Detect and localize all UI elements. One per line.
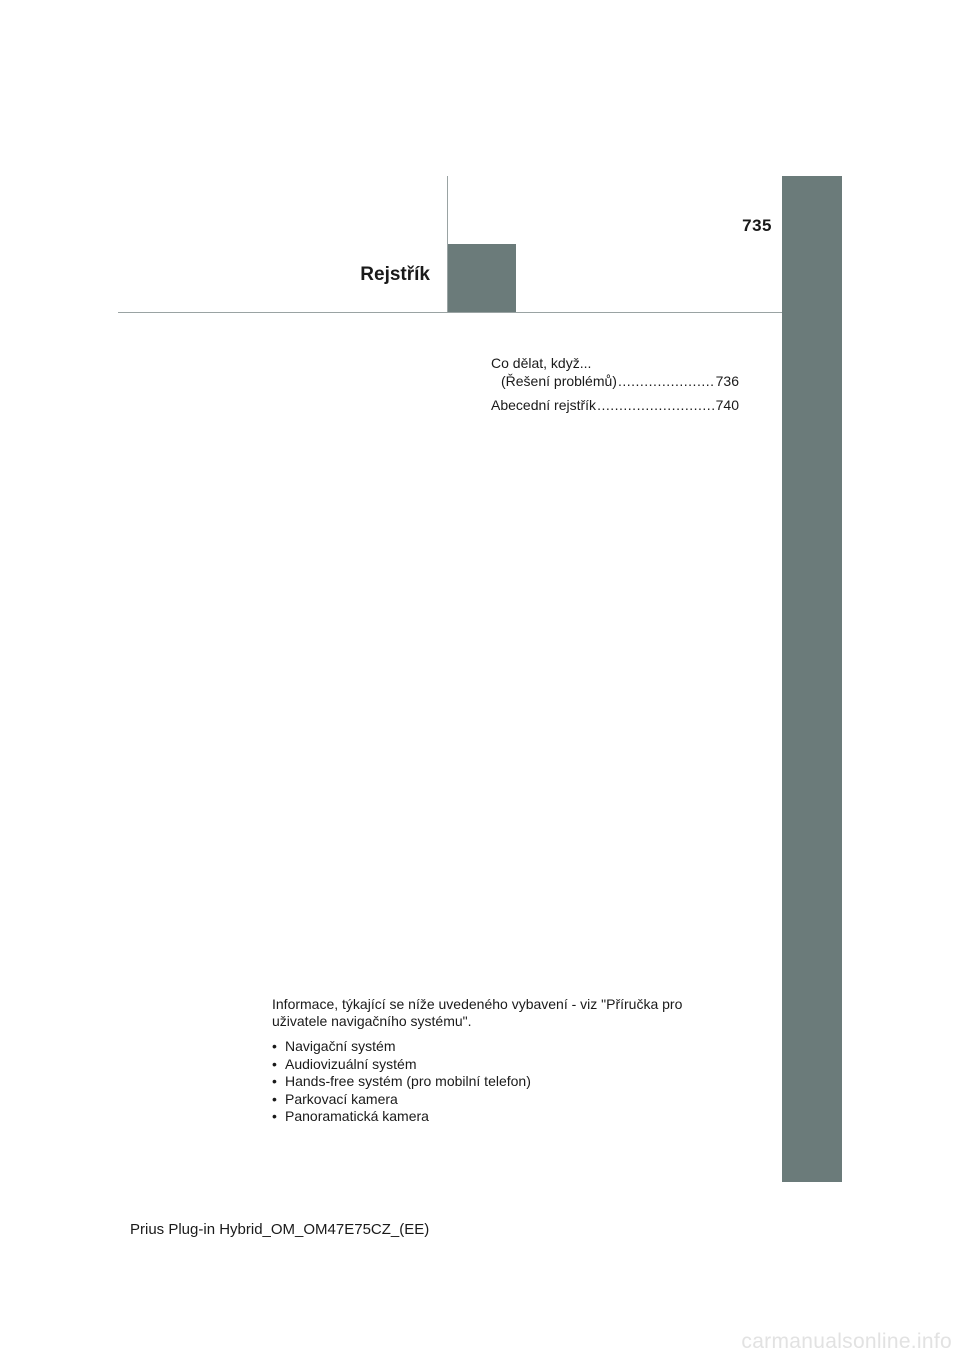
document-footer: Prius Plug-in Hybrid_OM_OM47E75CZ_(EE): [130, 1221, 430, 1238]
list-item-text: Parkovací kamera: [285, 1090, 398, 1107]
bullet-icon: •: [272, 1038, 277, 1054]
list-item: [272, 1091, 702, 1109]
toc-leader-dots: [597, 396, 715, 414]
toc-page-number: 736: [715, 373, 739, 389]
navigation-info-block: [272, 996, 702, 1126]
toc-entry-title: Abecední rejstřík: [491, 397, 597, 413]
toc-leader-dots: [618, 372, 715, 390]
list-item-text: Panoramatická kamera: [285, 1108, 429, 1124]
toc-page-number: 740: [715, 397, 739, 413]
bullet-icon: •: [272, 1073, 277, 1089]
list-item: [272, 1056, 702, 1074]
list-item: [272, 1073, 702, 1091]
toc-entry-troubleshooting[interactable]: [491, 354, 739, 390]
list-item: [272, 1038, 702, 1056]
bullet-icon: •: [272, 1055, 277, 1072]
side-tab-bar: [782, 176, 842, 1182]
list-item-text: Audiovizuální systém: [285, 1055, 417, 1072]
toc-entry-subtitle: (Řešení problémů): [501, 373, 617, 389]
info-paragraph: Informace, týkající se níže uvedeného vybavení - viz "Příručka pro uživatele navigačního systému".: [272, 996, 683, 1029]
toc-entry-title: Co dělat, když...: [491, 355, 592, 371]
header-gray-block: [448, 244, 516, 313]
list-item-text: Navigační systém: [285, 1038, 396, 1054]
header-horizontal-rule: [118, 312, 782, 313]
bullet-icon: •: [272, 1108, 277, 1124]
page-number: 735: [742, 216, 772, 235]
toc-entry-alphabetical-index[interactable]: [491, 396, 739, 414]
bullet-icon: •: [272, 1090, 277, 1107]
section-title: Rejstřík: [360, 264, 430, 285]
table-of-contents: [491, 354, 739, 420]
list-item: [272, 1108, 702, 1126]
list-item-text: Hands-free systém (pro mobilní telefon): [285, 1073, 531, 1089]
watermark-text: carmanualsonline.info: [741, 1330, 952, 1353]
equipment-list: [272, 1038, 702, 1126]
